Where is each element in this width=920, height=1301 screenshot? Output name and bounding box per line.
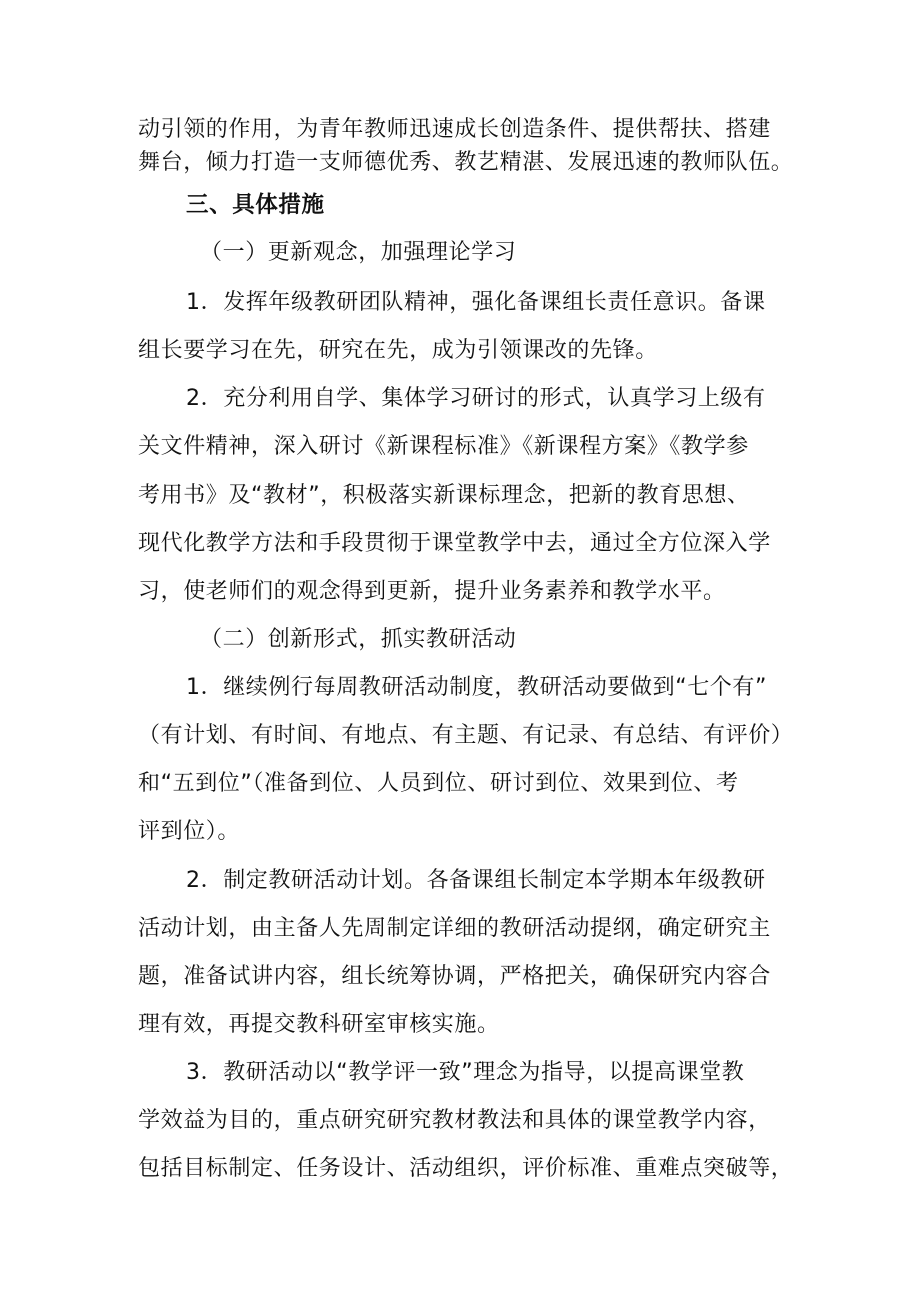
text-line: 1．继续例行每周教研活动制度，教研活动要做到“七个有” [186, 675, 767, 700]
text-line: 动引领的作用，为青年教师迅速成长创造条件、提供帮扶、搭建 [138, 117, 771, 142]
text-line: 活动计划，由主备人先周制定详细的教研活动提纲，确定研究主 [138, 916, 771, 941]
text-line: 和“五到位”（准备到位、人员到位、研讨到位、效果到位、考 [138, 771, 739, 796]
text-line: 考用书》及“教材”，积极落实新课标理念，把新的教育思想、 [138, 483, 750, 508]
subsection-heading: （一）更新观念，加强理论学习 [200, 240, 517, 265]
text-line: 理有效，再提交教科研室审核实施。 [138, 1012, 500, 1037]
text-line: 组长要学习在先，研究在先，成为引领课改的先锋。 [138, 338, 658, 363]
text-line: 包括目标制定、任务设计、活动组织，评价标准、重难点突破等， [138, 1156, 794, 1181]
text-line: 舞台，倾力打造一支师德优秀、教艺精湛、发展迅速的教师队伍。 [138, 150, 794, 175]
section-heading: 三、具体措施 [186, 192, 325, 218]
text-line: 题，准备试讲内容，组长统筹协调，严格把关，确保研究内容合 [138, 964, 771, 989]
text-line: 习，使老师们的观念得到更新，提升业务素养和教学水平。 [138, 579, 726, 604]
text-line: 现代化教学方法和手段贯彻于课堂教学中去，通过全方位深入学 [138, 531, 771, 556]
text-line: 评到位）。 [138, 819, 241, 844]
text-line: 2．充分利用自学、集体学习研讨的形式，认真学习上级有 [186, 386, 766, 411]
text-line: 学效益为目的，重点研究研究教材教法和具体的课堂教学内容， [138, 1108, 771, 1133]
text-line: 关文件精神，深入研讨《新课程标准》《新课程方案》《教学参 [138, 434, 749, 459]
text-line: （有计划、有时间、有地点、有主题、有记录、有总结、有评价） [138, 723, 794, 748]
text-line: 1．发挥年级教研团队精神，强化备课组长责任意识。备课 [186, 290, 766, 315]
subsection-heading: （二）创新形式，抓实教研活动 [200, 627, 517, 652]
text-line: 3．教研活动以“教学评一致”理念为指导，以提高课堂教 [186, 1060, 745, 1085]
text-line: 2．制定教研活动计划。各备课组长制定本学期本年级教研 [186, 868, 766, 893]
